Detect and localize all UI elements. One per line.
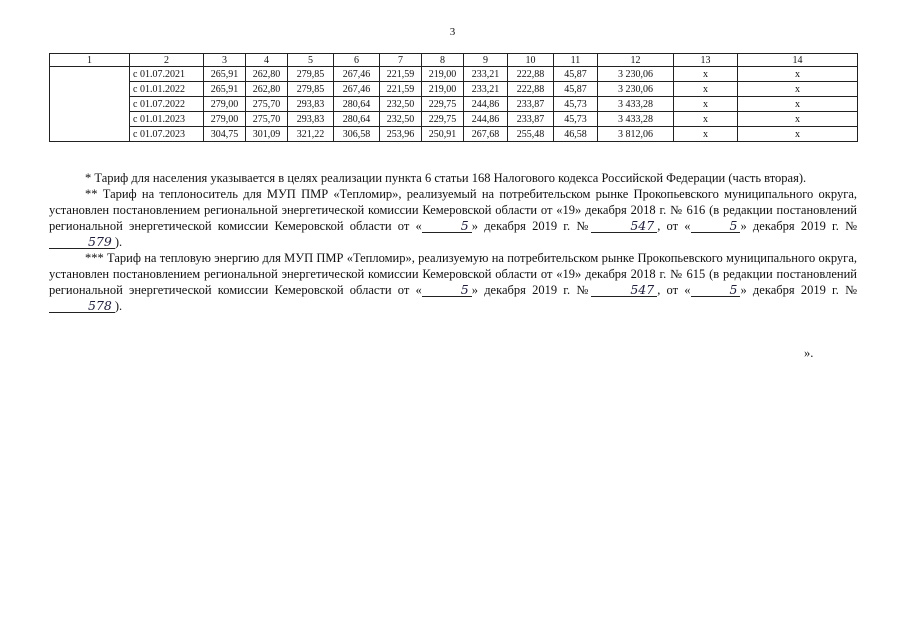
value-cell: 3 433,28	[598, 112, 674, 127]
value-cell: 306,58	[334, 127, 380, 142]
value-cell: 219,00	[422, 82, 464, 97]
value-cell: 3 230,06	[598, 67, 674, 82]
handwritten-number: 579	[49, 235, 115, 249]
value-cell: 244,86	[464, 112, 508, 127]
footnote-text: ).	[114, 299, 123, 313]
header-cell: 12	[598, 54, 674, 67]
value-cell: 219,00	[422, 67, 464, 82]
value-cell: 222,88	[508, 67, 554, 82]
value-cell: 262,80	[246, 82, 288, 97]
value-cell: 244,86	[464, 97, 508, 112]
header-cell: 9	[464, 54, 508, 67]
table-row	[50, 97, 858, 112]
value-cell: 3 230,06	[598, 82, 674, 97]
footnote-text: ).	[114, 235, 123, 249]
table-header-row	[50, 54, 858, 67]
value-cell: 293,83	[288, 97, 334, 112]
value-cell: 221,59	[380, 67, 422, 82]
table-row	[50, 67, 858, 82]
value-cell: 255,48	[508, 127, 554, 142]
value-cell: 233,87	[508, 112, 554, 127]
footnote-text: , от «	[657, 283, 691, 297]
footnote-population-tariff: * Тариф для населения указывается в целях реализации пункта 6 статьи 168 Налогового кодекса Российской Федерации (часть вторая).	[85, 171, 807, 185]
value-cell: 229,75	[422, 112, 464, 127]
value-cell: 45,73	[554, 97, 598, 112]
handwritten-day: 5	[691, 283, 741, 297]
header-cell: 13	[674, 54, 738, 67]
value-cell: 293,83	[288, 112, 334, 127]
header-cell: 10	[508, 54, 554, 67]
header-cell: 4	[246, 54, 288, 67]
value-cell: 250,91	[422, 127, 464, 142]
value-cell: x	[738, 67, 858, 82]
page-number: 3	[449, 26, 456, 38]
footnote-text: » декабря 2019 г. №	[740, 283, 857, 297]
header-cell: 8	[422, 54, 464, 67]
value-cell: 3 812,06	[598, 127, 674, 142]
handwritten-number: 547	[591, 219, 657, 233]
handwritten-day: 5	[422, 219, 472, 233]
table-row	[50, 82, 858, 97]
table-row	[50, 112, 858, 127]
value-cell: x	[674, 67, 738, 82]
value-cell: 253,96	[380, 127, 422, 142]
handwritten-day: 5	[422, 283, 472, 297]
handwritten-day: 5	[691, 219, 741, 233]
header-cell: 7	[380, 54, 422, 67]
value-cell: 3 433,28	[598, 97, 674, 112]
header-cell: 1	[50, 54, 130, 67]
period-cell: с 01.07.2023	[130, 127, 204, 142]
table-row	[50, 127, 858, 142]
value-cell: 265,91	[204, 67, 246, 82]
value-cell: 280,64	[334, 112, 380, 127]
value-cell: 221,59	[380, 82, 422, 97]
footnote-text: » декабря 2019 г. №	[471, 283, 592, 297]
value-cell: 45,73	[554, 112, 598, 127]
period-cell: с 01.01.2022	[130, 82, 204, 97]
value-cell: 304,75	[204, 127, 246, 142]
value-cell: 45,87	[554, 67, 598, 82]
value-cell: 275,70	[246, 112, 288, 127]
value-cell: 262,80	[246, 67, 288, 82]
value-cell: 46,58	[554, 127, 598, 142]
period-cell: с 01.07.2021	[130, 67, 204, 82]
value-cell: 45,87	[554, 82, 598, 97]
value-cell: 229,75	[422, 97, 464, 112]
value-cell: 321,22	[288, 127, 334, 142]
closing-quote-mark: ».	[804, 346, 814, 360]
merged-empty-cell	[50, 67, 130, 142]
header-cell: 6	[334, 54, 380, 67]
header-cell: 14	[738, 54, 858, 67]
value-cell: 267,46	[334, 82, 380, 97]
footnote-text: » декабря 2019 г. №	[471, 219, 592, 233]
header-cell: 3	[204, 54, 246, 67]
value-cell: 232,50	[380, 112, 422, 127]
value-cell: x	[738, 127, 858, 142]
footnote-text: ** Тариф на теплоноситель для МУП ПМР «Тепломир», реализуемый на потребительском рынке Прокопьевского муниципального округа, установлен постановлением региональной энергетической комиссии Кемеровской области от «19» декабря 2018 г. № 616 (в редакции постановлений региональной энергетической комиссии Кемеровской области от «	[49, 187, 857, 233]
header-cell: 5	[288, 54, 334, 67]
value-cell: 279,85	[288, 67, 334, 82]
value-cell: 265,91	[204, 82, 246, 97]
value-cell: x	[738, 82, 858, 97]
value-cell: 279,85	[288, 82, 334, 97]
tariff-table	[49, 53, 858, 142]
footnote-heat-energy-tariff	[49, 250, 857, 314]
value-cell: 267,46	[334, 67, 380, 82]
footnote-text: » декабря 2019 г. №	[740, 219, 857, 233]
value-cell: x	[674, 127, 738, 142]
period-cell: с 01.01.2023	[130, 112, 204, 127]
value-cell: 301,09	[246, 127, 288, 142]
value-cell: x	[738, 97, 858, 112]
value-cell: 232,50	[380, 97, 422, 112]
value-cell: 267,68	[464, 127, 508, 142]
footnote-heat-carrier-tariff	[49, 186, 857, 250]
footnote-text: *** Тариф на тепловую энергию для МУП ПМР «Тепломир», реализуемую на потребительском рынке Прокопьевского муниципального округа, установлен постановлением региональной энергетической комиссии Кемеровской области от «19» декабря 2018 г. № 615 (в редакции постановлений региональной энергетической комиссии Кемеровской области от «	[49, 251, 857, 297]
value-cell: 233,21	[464, 82, 508, 97]
footnote-text: , от «	[657, 219, 691, 233]
handwritten-number: 547	[591, 283, 657, 297]
value-cell: 279,00	[204, 112, 246, 127]
period-cell: с 01.07.2022	[130, 97, 204, 112]
value-cell: x	[674, 112, 738, 127]
value-cell: x	[674, 97, 738, 112]
value-cell: 233,87	[508, 97, 554, 112]
value-cell: x	[674, 82, 738, 97]
value-cell: 222,88	[508, 82, 554, 97]
value-cell: x	[738, 112, 858, 127]
handwritten-number: 578	[49, 299, 115, 313]
header-cell: 11	[554, 54, 598, 67]
value-cell: 233,21	[464, 67, 508, 82]
header-cell: 2	[130, 54, 204, 67]
footnotes	[49, 170, 857, 314]
value-cell: 280,64	[334, 97, 380, 112]
value-cell: 275,70	[246, 97, 288, 112]
value-cell: 279,00	[204, 97, 246, 112]
